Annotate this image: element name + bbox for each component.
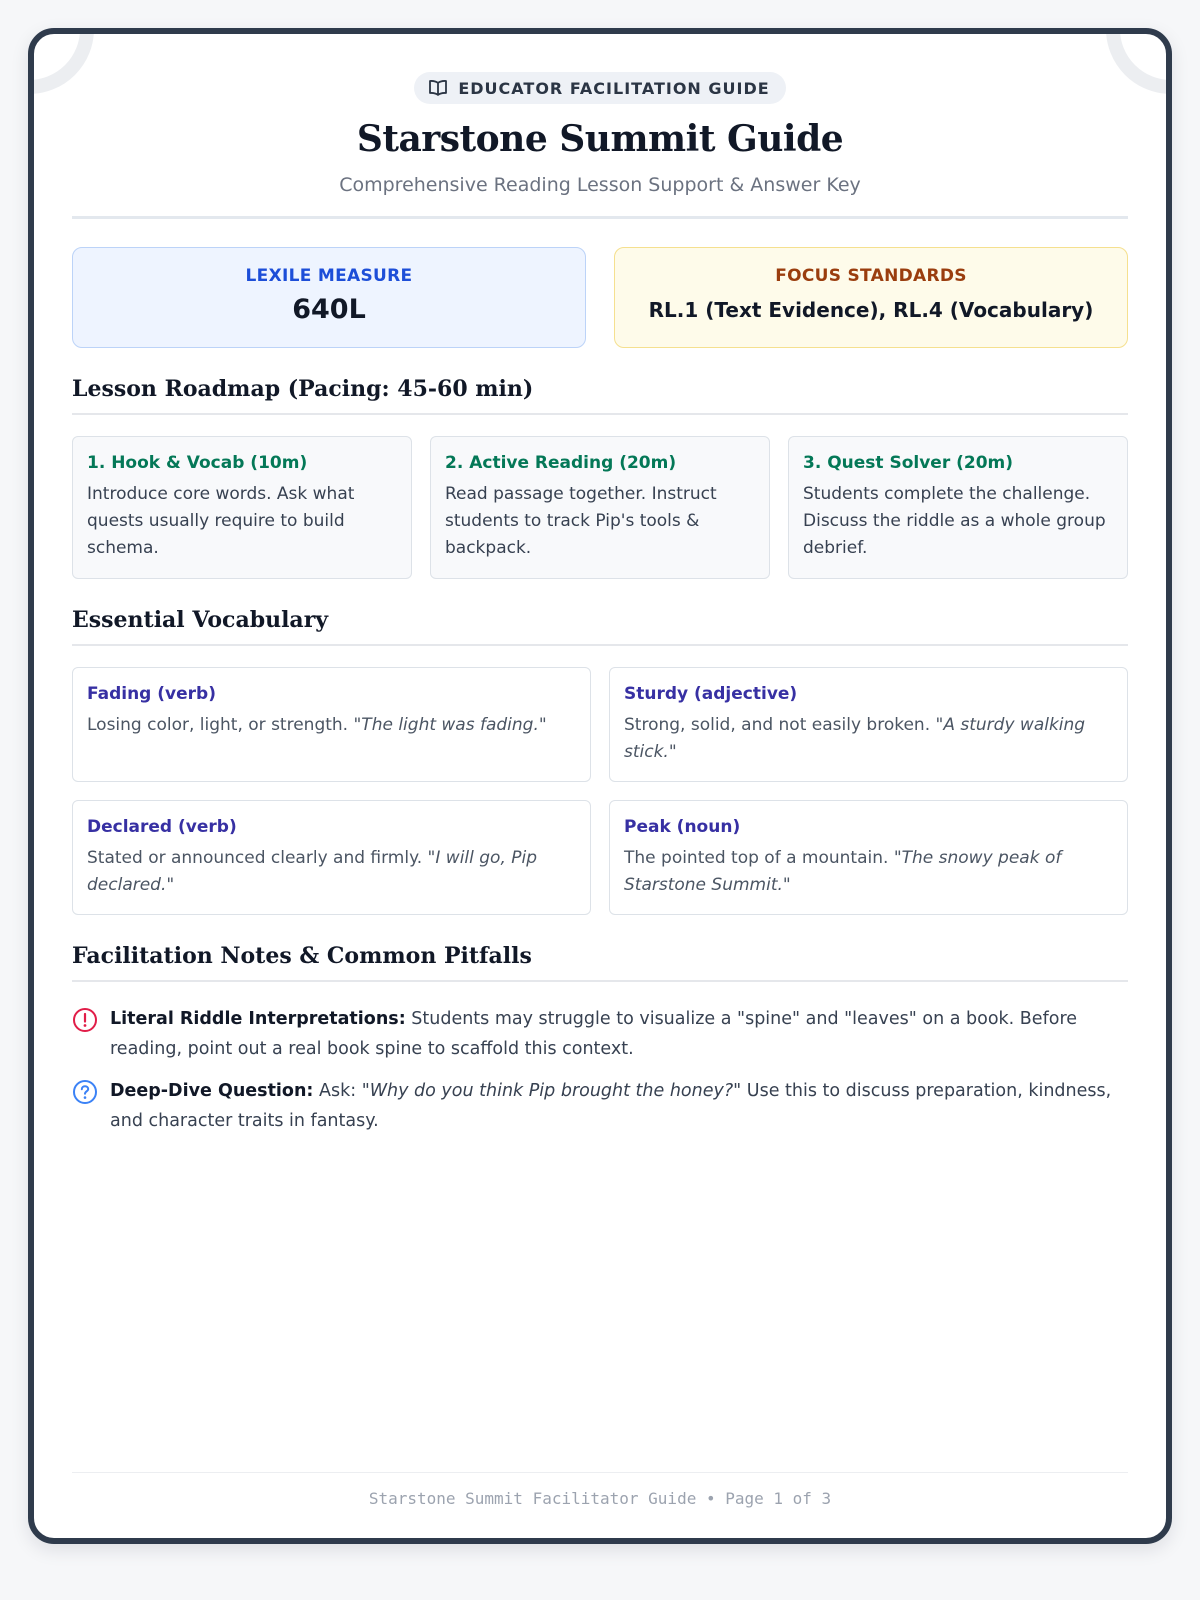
step-title: 1. Hook & Vocab (10m) <box>87 453 308 473</box>
step-description: Introduce core words. Ask what quests usually require to build schema. <box>87 484 355 558</box>
vocab-definition <box>87 845 576 899</box>
lexile-card <box>72 247 586 348</box>
note-label: Literal Riddle Interpretations: <box>110 1009 406 1029</box>
vocab-term: Peak (noun) <box>624 817 741 837</box>
vocab-definition <box>624 712 1113 766</box>
example-sentence: "The light was fading." <box>353 715 547 735</box>
book-open-icon <box>428 79 448 97</box>
roadmap-steps <box>72 436 1128 579</box>
page-content <box>72 34 1128 1148</box>
page-title: Starstone Summit Guide <box>356 118 844 160</box>
vocab-card <box>609 800 1128 915</box>
example-sentence: "A sturdy walking stick." <box>624 715 1086 762</box>
guide-type-label: EDUCATOR FACILITATION GUIDE <box>458 78 770 98</box>
header-divider <box>72 216 1128 219</box>
roadmap-step <box>430 436 770 579</box>
definition-text: Losing color, light, or strength. <box>87 715 349 735</box>
vocab-definition <box>87 712 576 739</box>
vocabulary-grid <box>72 667 1128 915</box>
vocab-term: Fading (verb) <box>87 684 216 704</box>
definition-text: The pointed top of a mountain. <box>624 848 889 868</box>
step-description: Read passage together. Instruct students to track Pip's tools & backpack. <box>445 484 717 558</box>
standards-label: FOCUS STANDARDS <box>775 266 967 286</box>
example-sentence: "The snowy peak of Starstone Summit." <box>624 848 1062 895</box>
question-circle-icon <box>72 1076 98 1136</box>
roadmap-step <box>72 436 412 579</box>
standards-value: RL.1 (Text Evidence), RL.4 (Vocabulary) <box>648 298 1094 322</box>
roadmap-heading: Lesson Roadmap (Pacing: 45-60 min) <box>72 376 1128 415</box>
note-text <box>110 1004 1128 1064</box>
vocab-card <box>72 800 591 915</box>
note-text <box>110 1076 1128 1136</box>
alert-circle-icon <box>72 1004 98 1064</box>
vocab-card <box>72 667 591 782</box>
standards-card <box>614 247 1128 348</box>
note-quote: "Why do you think Pip brought the honey?" <box>361 1081 742 1101</box>
vocab-definition <box>624 845 1113 899</box>
page-subtitle: Comprehensive Reading Lesson Support & Answer Key <box>339 174 861 196</box>
note-prefix: Ask: <box>319 1081 362 1101</box>
page-footer: Starstone Summit Facilitator Guide • Page 1 of 3 <box>72 1472 1128 1508</box>
example-sentence: "I will go, Pip declared." <box>87 848 538 895</box>
guide-type-badge <box>414 72 785 104</box>
vocabulary-heading: Essential Vocabulary <box>72 607 1128 646</box>
vocab-term: Declared (verb) <box>87 817 237 837</box>
vocab-card <box>609 667 1128 782</box>
page-header <box>72 34 1128 196</box>
note-body: Use this to discuss preparation, kindness, and character traits in fantasy. <box>110 1081 1112 1131</box>
notes-heading: Facilitation Notes & Common Pitfalls <box>72 943 1128 982</box>
guide-page <box>28 28 1172 1544</box>
vocab-term: Sturdy (adjective) <box>624 684 798 704</box>
facilitation-notes <box>72 1004 1128 1136</box>
step-title: 2. Active Reading (20m) <box>445 453 677 473</box>
note-item <box>72 1004 1128 1064</box>
note-label: Deep-Dive Question: <box>110 1081 314 1101</box>
definition-text: Strong, solid, and not easily broken. <box>624 715 931 735</box>
lexile-label: LEXILE MEASURE <box>245 266 413 286</box>
note-item <box>72 1076 1128 1136</box>
step-title: 3. Quest Solver (20m) <box>803 453 1014 473</box>
lexile-value: 640L <box>292 294 366 325</box>
note-body: Students may struggle to visualize a "spine" and "leaves" on a book. Before reading, point out a real book spine to scaffold this context. <box>110 1009 1078 1059</box>
lesson-meta <box>72 247 1128 348</box>
definition-text: Stated or announced clearly and firmly. <box>87 848 423 868</box>
roadmap-step <box>788 436 1128 579</box>
step-description: Students complete the challenge. Discuss the riddle as a whole group debrief. <box>803 484 1106 558</box>
